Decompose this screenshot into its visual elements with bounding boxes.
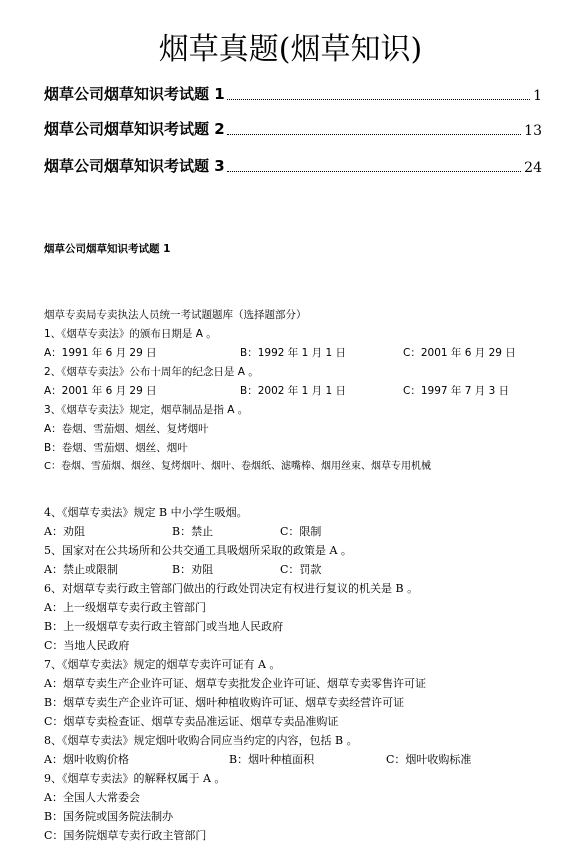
section-heading: 烟草公司烟草知识考试题 1 bbox=[44, 243, 171, 255]
question-stem: 7、《烟草专卖法》规定的烟草专卖许可证有 A 。 bbox=[44, 658, 281, 671]
toc-entry-2[interactable] bbox=[44, 117, 542, 139]
question-stem: 2、《烟草专卖法》公布十周年的纪念日是 A 。 bbox=[44, 366, 259, 378]
option-c: C：2001 年 6 月 29 日 bbox=[403, 347, 516, 359]
option-c: C：限制 bbox=[280, 525, 322, 538]
option-c: C：当地人民政府 bbox=[44, 639, 130, 652]
option-c: C：卷烟、雪茄烟、烟丝、复烤烟叶、烟叶、卷烟纸、滤嘴棒、烟用丝束、烟草专用机械 bbox=[44, 461, 431, 472]
option-b: B：烟叶种植面积 bbox=[229, 753, 315, 766]
toc-entry-title[interactable]: 烟草公司烟草知识考试题 3 bbox=[44, 157, 225, 175]
option-a: A：上一级烟草专卖行政主管部门 bbox=[44, 601, 206, 614]
toc-entry-3[interactable] bbox=[44, 154, 542, 176]
option-c: C：烟草专卖检查证、烟草专卖品准运证、烟草专卖品准购证 bbox=[44, 715, 339, 728]
question-stem: 1、《烟草专卖法》的颁布日期是 A 。 bbox=[44, 328, 217, 340]
intro-text: 烟草专卖局专卖执法人员统一考试题题库（选择题部分） bbox=[44, 309, 307, 321]
question-stem: 5、国家对在公共场所和公共交通工具吸烟所采取的政策是 A 。 bbox=[44, 544, 352, 557]
option-b: B：国务院或国务院法制办 bbox=[44, 810, 174, 823]
question-stem: 6、对烟草专卖行政主管部门做出的行政处罚决定有权进行复议的机关是 B 。 bbox=[44, 582, 419, 595]
option-a: A：烟叶收购价格 bbox=[44, 753, 129, 766]
toc-entry-1[interactable] bbox=[44, 82, 542, 104]
toc-entry-title[interactable]: 烟草公司烟草知识考试题 1 bbox=[44, 85, 225, 103]
option-b: B：烟草专卖生产企业许可证、烟叶种植收购许可证、烟草专卖经营许可证 bbox=[44, 696, 405, 709]
toc-entry-title[interactable]: 烟草公司烟草知识考试题 2 bbox=[44, 120, 225, 138]
option-b: B：劝阻 bbox=[172, 563, 214, 576]
toc-dot-leader bbox=[227, 98, 530, 100]
option-c: C：罚款 bbox=[280, 563, 322, 576]
option-a: A：卷烟、雪茄烟、烟丝、复烤烟叶 bbox=[44, 423, 209, 435]
question-stem: 4、《烟草专卖法》规定 B 中小学生吸烟。 bbox=[44, 506, 248, 519]
toc-page-number: 24 bbox=[524, 160, 542, 176]
toc-page-number: 1 bbox=[533, 88, 542, 104]
document-title: 烟草真题(烟草知识) bbox=[158, 32, 423, 67]
option-a: A：劝阻 bbox=[44, 525, 85, 538]
option-b: B：2002 年 1 月 1 日 bbox=[240, 385, 346, 397]
option-a: A：1991 年 6 月 29 日 bbox=[44, 347, 157, 359]
option-a: A：全国人大常委会 bbox=[44, 791, 140, 804]
option-a: A：烟草专卖生产企业许可证、烟草专卖批发企业许可证、烟草专卖零售许可证 bbox=[44, 677, 426, 690]
question-stem: 9、《烟草专卖法》的解释权属于 A 。 bbox=[44, 772, 226, 785]
toc-page-number: 13 bbox=[524, 123, 542, 139]
toc-dot-leader bbox=[227, 133, 522, 135]
option-b: B：上一级烟草专卖行政主管部门或当地人民政府 bbox=[44, 620, 284, 633]
option-c: C：国务院烟草专卖行政主管部门 bbox=[44, 829, 207, 842]
option-b: B：卷烟、雪茄烟、烟丝、烟叶 bbox=[44, 442, 188, 454]
option-b: B：禁止 bbox=[172, 525, 214, 538]
option-a: A：禁止或限制 bbox=[44, 563, 118, 576]
question-stem: 8、《烟草专卖法》规定烟叶收购合同应当约定的内容，包括 B 。 bbox=[44, 734, 358, 747]
option-b: B：1992 年 1 月 1 日 bbox=[240, 347, 346, 359]
option-a: A：2001 年 6 月 29 日 bbox=[44, 385, 157, 397]
question-stem: 3、《烟草专卖法》规定，烟草制品是指 A 。 bbox=[44, 404, 249, 416]
toc-dot-leader bbox=[227, 170, 522, 172]
option-c: C：1997 年 7 月 3 日 bbox=[403, 385, 510, 397]
option-c: C：烟叶收购标准 bbox=[386, 753, 472, 766]
